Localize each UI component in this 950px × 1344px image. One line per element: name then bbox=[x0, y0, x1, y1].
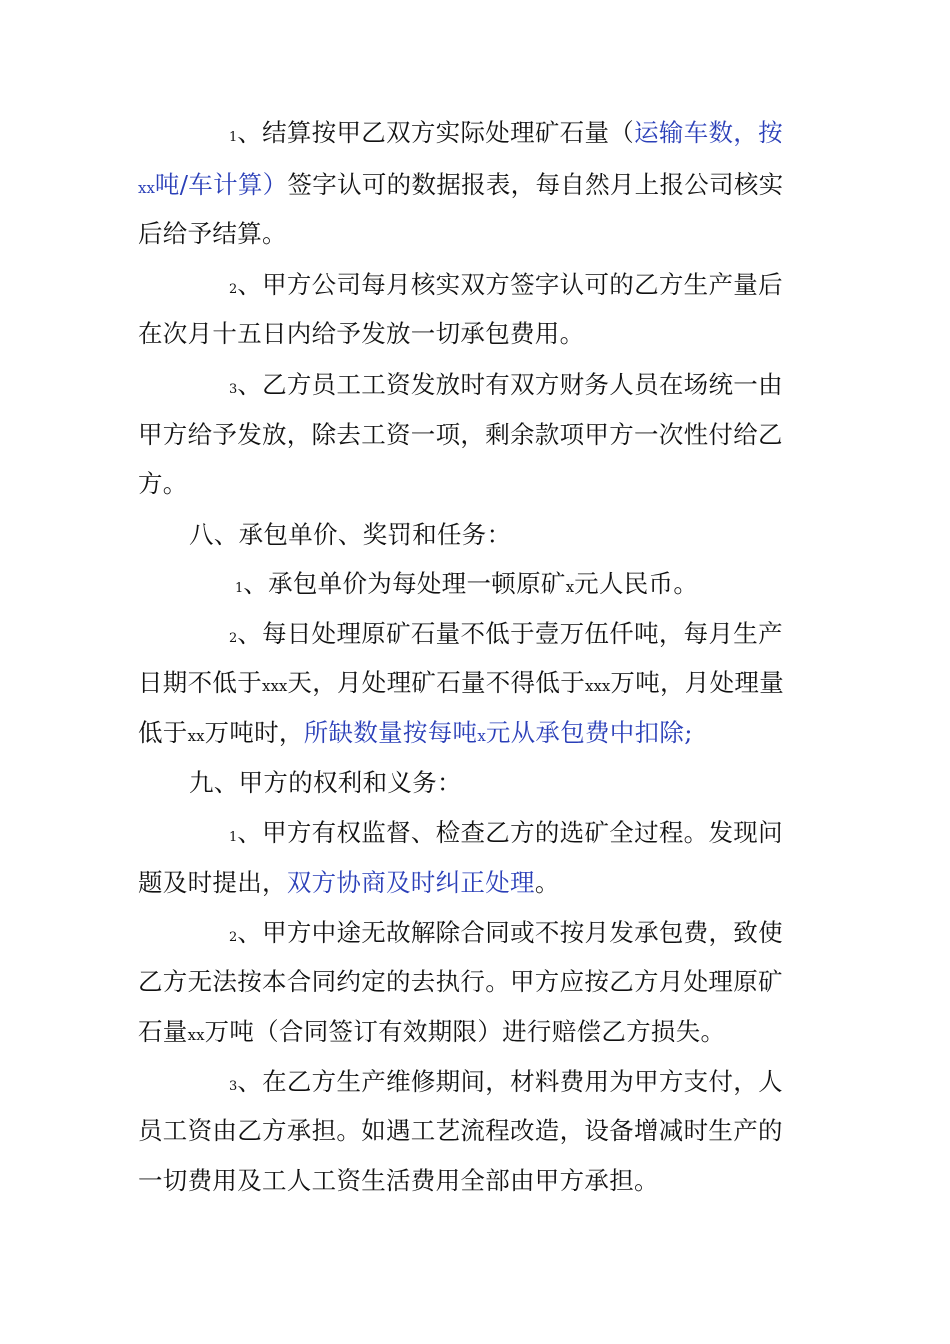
text-run: xx bbox=[187, 1026, 205, 1044]
text-run: 签字认可的数据报表，每自然月上报公司核实 bbox=[287, 170, 784, 199]
text-run: 石量 bbox=[138, 1017, 188, 1046]
clause-7-1-line-1 bbox=[229, 117, 783, 154]
text-run: 元人民币。 bbox=[574, 569, 699, 598]
clause-9-3-line-2 bbox=[138, 1115, 783, 1147]
text-run: 甲方给予发放，除去工资一项，剩余款项甲方一次性付给乙 bbox=[138, 420, 783, 449]
text-run: 九、甲方的权利和义务： bbox=[189, 768, 462, 797]
text-run: 1 bbox=[229, 130, 238, 145]
text-run: 、承包单价为每处理一顿原矿 bbox=[243, 569, 566, 598]
text-run: 员工资由乙方承担。如遇工艺流程改造，设备增减时生产的 bbox=[138, 1116, 783, 1145]
text-run: 3 bbox=[229, 382, 238, 397]
text-run: 1 bbox=[235, 581, 244, 596]
text-run: 乙方无法按本合同约定的去执行。甲方应按乙方月处理原矿 bbox=[138, 967, 783, 996]
text-run: 题及时提出， bbox=[138, 868, 287, 897]
text-run: 方。 bbox=[138, 469, 188, 498]
clause-7-1-line-2 bbox=[138, 169, 783, 204]
clause-7-2-line-2 bbox=[138, 318, 584, 350]
section-8-heading bbox=[189, 519, 511, 551]
text-run: 一切费用及工人工资生活费用全部由甲方承担。 bbox=[138, 1166, 659, 1195]
text-run: x bbox=[565, 578, 575, 596]
text-run: 在次月十五日内给予发放一切承包费用。 bbox=[138, 319, 585, 348]
clause-9-2-line-3 bbox=[138, 1016, 725, 1051]
text-run: 。 bbox=[534, 868, 560, 897]
text-run: 1 bbox=[229, 830, 238, 845]
text-run: 、乙方员工工资发放时有双方财务人员在场统一由 bbox=[237, 370, 783, 399]
text-run: 元从承包费中扣除; bbox=[485, 718, 693, 747]
text-run: 天，月处理矿石量不得低于 bbox=[287, 668, 585, 697]
clause-9-2-line-1 bbox=[229, 917, 783, 954]
text-run: xxx bbox=[585, 677, 611, 695]
clause-8-2-line-2 bbox=[138, 667, 784, 702]
clause-9-1-line-2 bbox=[138, 867, 560, 899]
text-run: 2 bbox=[229, 930, 238, 945]
text-run: 、甲方有权监督、检查乙方的选矿全过程。发现问 bbox=[237, 818, 783, 847]
clause-8-2-line-3 bbox=[138, 717, 693, 752]
clause-7-3-line-3 bbox=[138, 468, 188, 500]
text-run: xx bbox=[138, 179, 155, 197]
clause-7-2-line-1 bbox=[229, 269, 783, 306]
text-run: x bbox=[477, 727, 486, 745]
text-run: 、甲方公司每月核实双方签字认可的乙方生产量后 bbox=[237, 270, 783, 299]
text-run: 运输车数，按 bbox=[634, 118, 783, 147]
clause-7-3-line-1 bbox=[229, 369, 783, 406]
clause-9-3-line-3 bbox=[138, 1165, 659, 1197]
text-run: 万吨（合同签订有效期限）进行赔偿乙方损失。 bbox=[204, 1017, 726, 1046]
clause-7-1-line-3 bbox=[138, 218, 287, 250]
text-run: 、结算按甲乙双方实际处理矿石量（ bbox=[237, 118, 635, 147]
section-9-heading bbox=[189, 767, 462, 799]
text-run: 万吨时， bbox=[204, 718, 304, 747]
text-run: xx bbox=[187, 727, 205, 745]
text-run: 、每日处理原矿石量不低于壹万伍仟吨，每月生产 bbox=[237, 619, 783, 648]
text-run: 八、承包单价、奖罚和任务： bbox=[189, 520, 512, 549]
text-run: 所缺数量按每吨 bbox=[303, 718, 478, 747]
text-run: 日期不低于 bbox=[138, 668, 262, 697]
text-run: 、甲方中途无故解除合同或不按月发承包费，致使 bbox=[237, 918, 783, 947]
text-run: 3 bbox=[229, 1079, 238, 1094]
clause-8-2-line-1 bbox=[229, 618, 783, 655]
text-run: 、在乙方生产维修期间，材料费用为甲方支付，人 bbox=[237, 1067, 783, 1096]
text-run: 低于 bbox=[138, 718, 188, 747]
text-run: 2 bbox=[229, 282, 238, 297]
clause-9-2-line-2 bbox=[138, 966, 783, 998]
clause-9-3-line-1 bbox=[229, 1066, 783, 1103]
text-run: xxx bbox=[262, 677, 288, 695]
clause-7-3-line-2 bbox=[138, 419, 783, 451]
text-run: 后给予结算。 bbox=[138, 219, 287, 248]
text-run: 吨/车计算） bbox=[154, 170, 288, 199]
text-run: 2 bbox=[229, 631, 238, 646]
text-run: 双方协商及时纠正处理 bbox=[286, 868, 535, 897]
clause-9-1-line-1 bbox=[229, 817, 783, 854]
clause-8-1-line-1 bbox=[235, 568, 698, 605]
text-run: 万吨，月处理量 bbox=[610, 668, 784, 697]
